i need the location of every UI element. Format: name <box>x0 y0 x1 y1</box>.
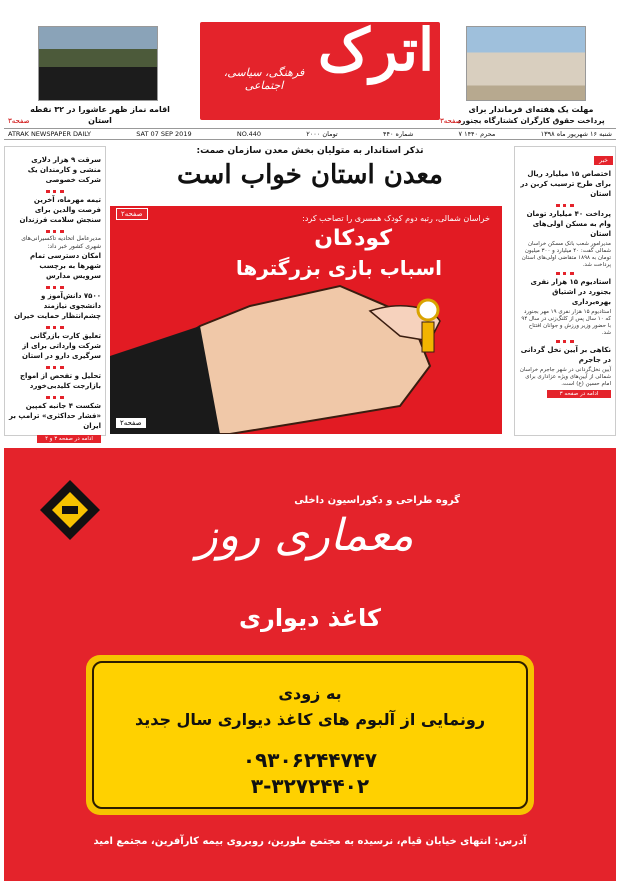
ad-brand-name: معماری روز <box>196 510 414 561</box>
ad-address: آدرس: انتهای خیابان قیام، نرسیده به مجتمع ملورین، روبروی بیمه کارآفرین، مجتمع امید <box>93 836 527 847</box>
item-body: آیین نخل‌گردانی در شهر جاجرم خراسان شمالی از آیین‌های ویژه عزاداری برای امام حسین (ع) است. <box>519 367 611 387</box>
brand-logo-icon <box>38 478 102 542</box>
item-body: استادیوم ۱۵ هزار نفری ۱۹ مهر بجنورد که ۱۰ سال پس از کلنگ‌زنی در سال ۹۴ با حضور وزیر ورزش و جوانان افتتاح شد. <box>521 309 611 336</box>
photo-ashura-prayer <box>38 26 158 101</box>
caption-left[interactable]: اقامه نماز ظهر عاشورا در ۳۲ نقطه استان <box>30 105 170 125</box>
list-item[interactable]: استادیوم ۱۵ هزار نفری بجنورد در اشتیاق بهره‌برداری <box>530 278 611 306</box>
cartoon-illustration <box>110 206 502 434</box>
page-ref-right[interactable]: صفحه۳ <box>440 117 462 125</box>
list-item[interactable]: مدیرعامل اتحادیه تاکسیرانی‌های شهری کشور خبر داد: امکان دسترسی تمام شهرها به برچسب سرویس مدارس <box>21 235 101 280</box>
subheadline: تذکر استاندار به متولیان بخش معدن سازمان صمت: <box>196 146 424 156</box>
list-item[interactable]: تحلیل و تفحص از امواج بازارجت کلیدبی‌خورد <box>20 372 101 390</box>
list-item[interactable]: نکاهی بر آیین نخل گردانی در جاجرم <box>520 346 611 364</box>
logo-subtitle: فرهنگی، سیاسی، اجتماعی <box>223 66 305 92</box>
list-item[interactable]: ۷۵۰۰ دانش‌آموز و دانشجوی نیازمند چشم‌انتظار حمایت خیران <box>14 292 101 320</box>
caption-right-1[interactable]: مهلت یک هفته‌ای فرماندار برای <box>468 105 594 114</box>
dateline <box>4 128 616 140</box>
dateline-issue: شماره ۴۴۰ <box>382 130 414 138</box>
cartoon-page-tag[interactable]: صفحه۲ <box>116 208 148 220</box>
continue-link-right[interactable]: ادامه در صفحه ۳ <box>547 390 611 398</box>
continue-link-left[interactable]: ادامه در صفحه ۳ و ۴ <box>37 435 101 443</box>
main-headline[interactable]: معدن استان خواب است <box>177 160 443 190</box>
ad-mobile-number[interactable]: ۰۹۳۰۶۲۴۴۷۴۷ <box>242 748 378 772</box>
item-body: مدیرامور شعب بانک مسکن خراسان شمالی گفت: ۴۰ میلیارد و ۳۰۰ میلیون تومان به ۱۸۹۸ متقاضی اولی‌های استان پرداخت شد. <box>521 241 611 268</box>
right-news-column <box>514 146 616 436</box>
caption-right-2[interactable]: پرداخت حقوق کارگران کشتارگاه بجنورد <box>457 116 605 125</box>
dateline-hijri: ۷ محرم ۱۴۴۰ <box>458 130 496 138</box>
ad-product: کاغذ دیواری <box>239 604 381 632</box>
ad-group-label: گروه طراحی و دکوراسیون داخلی <box>294 495 460 506</box>
photo-slaughterhouse <box>466 26 586 101</box>
list-item[interactable]: اختصاص ۱۵ میلیارد ریال برای طرح ترسیب کربن در استان <box>520 170 611 198</box>
column-label: خبر <box>594 156 613 165</box>
dateline-en-date: SAT 07 SEP 2019 <box>136 130 192 138</box>
list-item[interactable]: شکست ۴ جانبه کمپین «فشار حداکثری» ترامپ بر ایران <box>8 402 101 430</box>
list-item[interactable]: پرداخت ۴۰ میلیارد تومان وام به مسکن اولی‌های استان <box>526 210 611 238</box>
ad-unveil-text: رونمایی از آلبوم های کاغذ دیواری سال جدید <box>134 710 486 729</box>
ad-landline-number[interactable]: ۳-۳۲۷۲۴۴۰۲ <box>250 774 370 798</box>
list-item[interactable]: سرقت ۹ هزار دلاری منشی و کارمندان یک شرکت خصوصی <box>27 156 101 184</box>
dateline-en-name: ATRAK NEWSPAPER DAILY <box>8 130 92 138</box>
dateline-en-no: NO.440 <box>236 130 262 138</box>
list-item[interactable]: تیمه مهرماه، آخرین فرصت والدین برای سنجش سلامت فرزندان <box>19 196 101 224</box>
list-item[interactable]: تعلیق کارت بازرگانی شرکت وارداتی برای از سرگیری دارو در استان <box>22 332 101 360</box>
left-news-column <box>4 146 106 442</box>
cartoon-image[interactable] <box>110 206 502 434</box>
cartoon-caption: خراسان شمالی، رتبه دوم کودک همسری را تصاحب کرد: <box>302 214 490 223</box>
ad-coming-soon: به زودی <box>278 684 342 703</box>
dateline-price: ۲۰۰۰ تومان <box>306 130 338 138</box>
cartoon-title-1: کودکان <box>314 226 392 251</box>
dateline-date: شنبه ۱۶ شهریور ماه ۱۳۹۸ <box>540 130 612 138</box>
cartoon-title-2: اسباب بازی بزرگترها <box>235 256 442 280</box>
page-ref-left[interactable]: صفحه۳ <box>8 117 30 125</box>
logo-text: اترک <box>317 16 435 84</box>
cartoon-page-ref[interactable]: صفحه۲ <box>116 418 146 428</box>
